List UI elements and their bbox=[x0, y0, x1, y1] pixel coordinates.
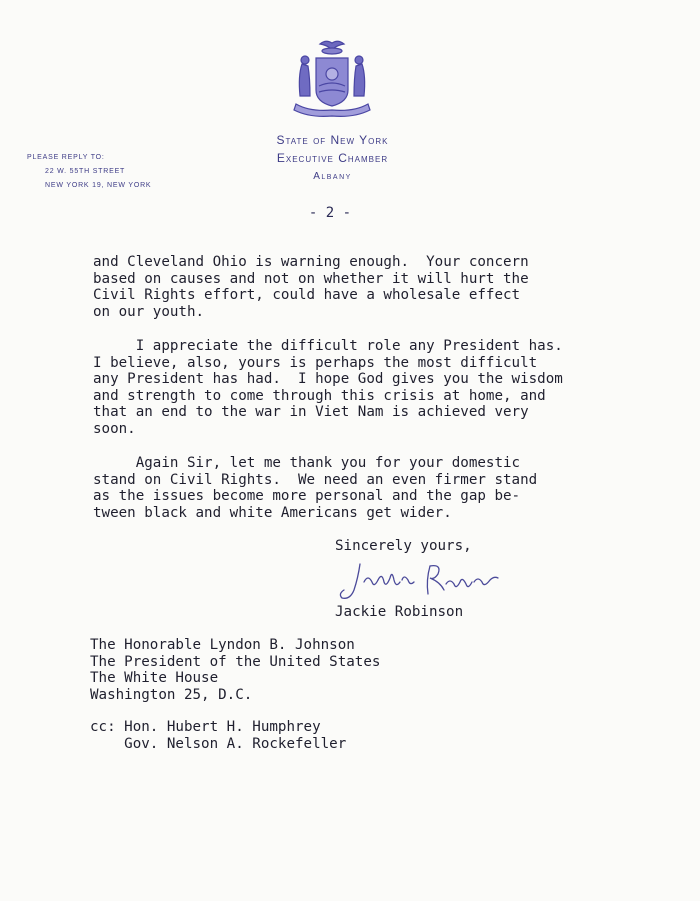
letterhead-city: Albany bbox=[313, 171, 352, 182]
signer-name: Jackie Robinson bbox=[335, 604, 464, 620]
body-paragraph-1: and Cleveland Ohio is warning enough. Your concern based on causes and not on whether it will hurt the Civil Rights effort, could have a wholesale effect on our youth. bbox=[93, 254, 529, 320]
reply-to-street: 22 W. 55TH STREET bbox=[45, 168, 126, 175]
carbon-copy-block bbox=[90, 719, 346, 752]
reply-to-label: PLEASE REPLY TO: bbox=[27, 154, 105, 161]
body-paragraph-2: I appreciate the difficult role any President has. I believe, also, yours is perhaps the most difficult any President has had. I hope God gives you the wisdom and strength to come through this crisis at home, and that an end to the war in Viet Nam is achieved very soon. bbox=[93, 338, 563, 437]
reply-to-city: NEW YORK 19, NEW YORK bbox=[45, 182, 152, 189]
page-number: - 2 - bbox=[308, 205, 352, 221]
handwritten-signature bbox=[338, 560, 503, 604]
recipient-address: The Honorable Lyndon B. Johnson The President of the United States The White House Washington 25, D.C. bbox=[90, 637, 381, 703]
body-paragraph-3: Again Sir, let me thank you for your domestic stand on Civil Rights. We need an even firmer stand as the issues become more personal and the gap be- tween black and white Americans get wider. bbox=[93, 455, 538, 521]
cc-label: cc: bbox=[90, 719, 125, 735]
closing-line: Sincerely yours, bbox=[335, 538, 472, 554]
letterhead-office: Executive Chamber bbox=[276, 151, 389, 165]
state-seal-icon bbox=[286, 36, 378, 122]
letterhead-state: State of New York bbox=[276, 133, 389, 147]
cc-recipients: Hon. Hubert H. Humphrey Gov. Nelson A. Rockefeller bbox=[124, 719, 347, 752]
